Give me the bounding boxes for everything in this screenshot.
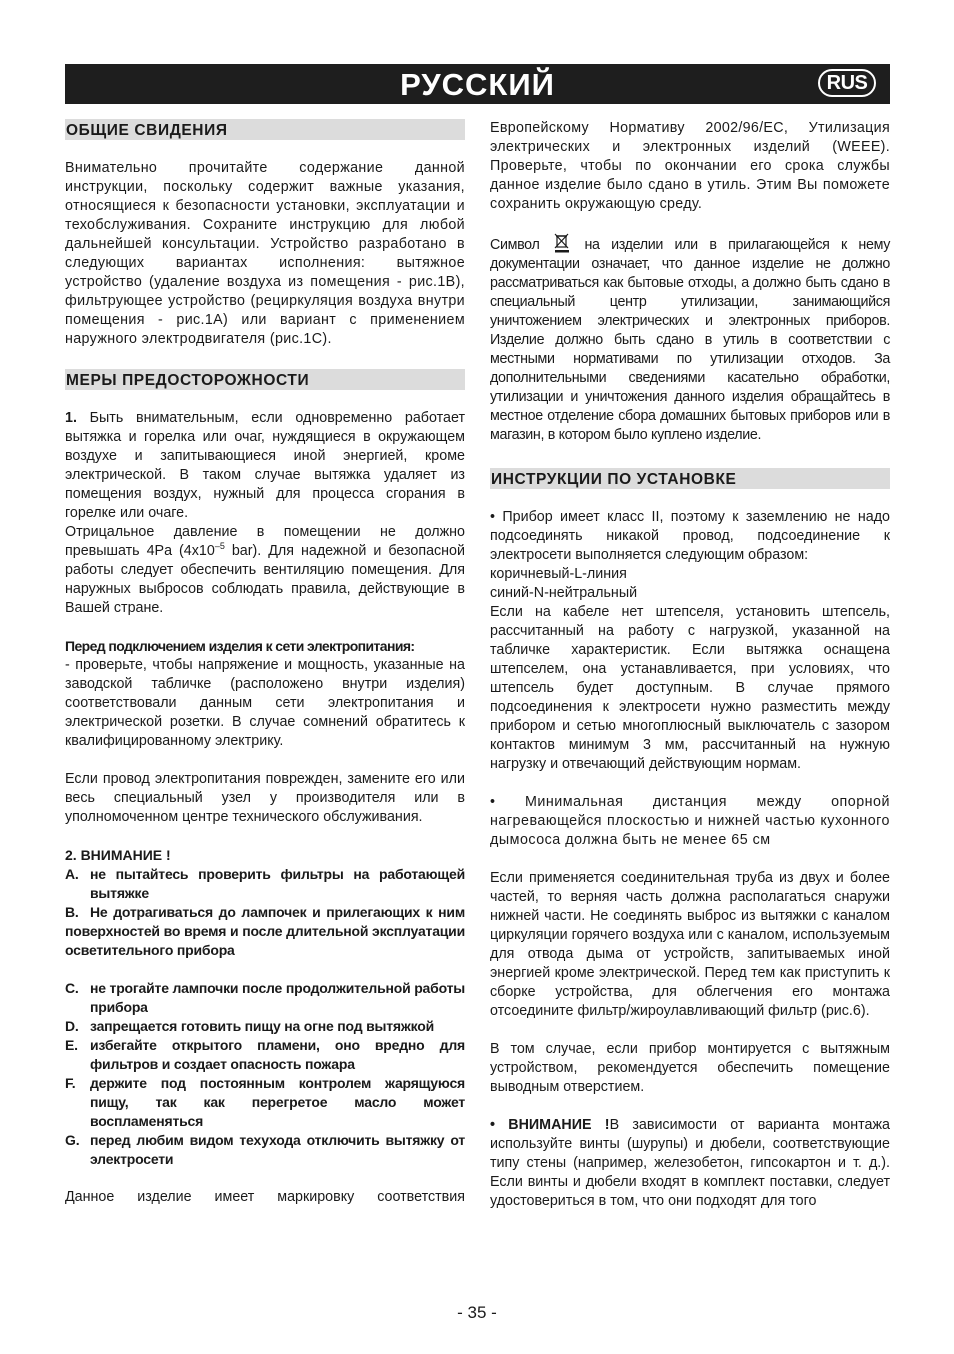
- mounting-warning-text: В зависимости от варианта монтажа используйте винты (шурупы) и дюбели, соответствующие типу стены (например, железобетон, гипсокартон и т. д.). Если винты и дюбели входят в комплект поставки, следует удостовериться в том, что они подходят для того: [490, 1117, 890, 1209]
- precaution-item-1-number: 1.: [65, 410, 77, 426]
- plug-text: Если на кабеле нет штепселя, установить штепсель, рассчитанный на работу с нагрузкой, указанной на табличке характеристик. Если вытяжка оснащена штепселем, она устанавливается, при условиях, что штепсель будет доступным. В случае прямого подсоединения к электросети нужно разместить между прибором и сетью многоплюсный выключатель с зазором контактов минимум 3 мм, рассчитанный на нужную нагрузку и отвечающий действующим нормам.: [490, 604, 890, 772]
- warning-item-a: [65, 865, 465, 903]
- warning-item-label: E.: [65, 1037, 78, 1053]
- warning-item-text: избегайте открытого пламени, оно вредно для фильтров и создает опасность пожара: [90, 1037, 465, 1072]
- warning-heading: 2. ВНИМАНИЕ !: [65, 847, 171, 863]
- pressure-exponent: –5: [214, 541, 225, 552]
- page-number: - 35 -: [457, 1303, 497, 1322]
- cable-replacement-text: Если провод электропитания поврежден, замените его или весь специальный узел у производителя или в уполномоченном центре технического обслуживания.: [65, 771, 465, 825]
- warning-item-text: перед любим видом техухода отключить вытяжку от электросети: [90, 1132, 465, 1167]
- warning-item-label: G.: [65, 1132, 80, 1148]
- warning-item-label: A.: [65, 866, 79, 882]
- warning-item-label: D.: [65, 1018, 79, 1034]
- general-info-text: Внимательно прочитайте содержание данной инструкции, поскольку содержит важные указания, относящиеся к безопасности установки, эксплуатации и техобслуживания. Сохраните инструкцию для любой дальнейшей консультации. Устройство разработано в следующих вариантах исполнения: вытяжное устройство (удаление воздуха из помещения - рис.1B), фильтрующее устройство (рециркуляция воздуха внутри помещения - рис.1A) или вариант с применением наружного электродвигателя (рис.1C).: [65, 160, 465, 347]
- brown-wire-text: коричневый-L-линия: [490, 566, 627, 582]
- pipe-connection-text: Если применяется соединительная труба из двух и более частей, то верняя часть должна располагаться снаружи нижней части. Не соединять выброс из вытяжки с каналом циркуляции горячего воздуха или с каналом, используемым для отвода дыма от устройств, запитываемых иной энергией кроме электрической. Перед тем как приступить к сборке устройства, для облегчения его монтажа отсоедините фильтр/жироулавливающий фильтр (рис.6).: [490, 870, 890, 1019]
- warning-item-label: C.: [65, 980, 79, 996]
- pressure-text: [65, 523, 465, 618]
- blue-wire-text: синий-N-нейтральный: [490, 585, 638, 601]
- left-column: [65, 119, 465, 1207]
- marking-text: Данное изделие имеет маркировку соответствия: [65, 1189, 465, 1205]
- exhaust-opening-text: В том случае, если прибор монтируется с вытяжным устройством, рекомендуется обеспечить помещение выводным отверстием.: [490, 1041, 890, 1095]
- precaution-item-1-text: Быть внимательным, если одновременно работает вытяжка и горелка или очаг, нуждящиеся в окружающем воздухе и запитывающиеся иной энергией, кроме электрической. В таком случае вытяжка удаляет из помещения воздух, нужный для процесса сгорания в горелке или очаге.: [65, 410, 465, 521]
- precaution-item-1: [65, 409, 465, 523]
- pressure-text-end: bar). Для надежной и безопасной работы следует обеспечить вентиляцию помещения. Для наружных выбросов соблюдать правила, действующие в Вашей стране.: [65, 543, 465, 616]
- crossed-bin-icon: [553, 233, 571, 253]
- header-bar: [65, 64, 890, 104]
- installation-heading: ИНСТРУКЦИИ ПО УСТАНОВКЕ: [490, 468, 890, 489]
- minimum-distance-text: • Минимальная дистанция между опорной нагревающейся плоскостью и нижней частью кухонного дымососа должна быть не менее 65 см: [490, 794, 890, 848]
- power-connection-text: - проверьте, чтобы напряжение и мощность, указанные на заводской табличке (расположено внутри изделия) соответствовали данным сети электропитания и электрической розетки. В случае сомнений обратитесь к квалифицированному электрику.: [65, 657, 465, 749]
- weee-directive-text: Европейскому Нормативу 2002/96/EC, Утилизация электрических и электронных изделий (WEEE). Проверьте, чтобы по окончании его срока службы данное изделие было сдано в утиль. Этим Вы поможете сохранить окружающую среду.: [490, 120, 890, 212]
- precautions-heading: МЕРЫ ПРЕДОСТОРОЖНОСТИ: [65, 369, 465, 390]
- class-ii-text: • Прибор имеет класс II, поэтому к заземлению не надо подсоединять никакой провод, подсоединение к электросети выполняется следующим образом:: [490, 509, 890, 563]
- general-info-heading: ОБЩИЕ СВИДЕНИЯ: [65, 119, 465, 140]
- symbol-prefix: Символ: [490, 237, 540, 253]
- warning-item-text: Не дотрагиваться до лампочек и прилегающих к ним поверхностей во время и после длительной эксплуатации осветительного прибора: [65, 904, 465, 958]
- right-column: [490, 119, 890, 1211]
- language-badge: RUS: [818, 69, 876, 97]
- warning-list: [65, 865, 465, 1169]
- warning-item-text: держите под постоянным контролем жарящуюся пищу, так как перегретое масло может воспламеняться: [90, 1075, 465, 1129]
- warning-item-c: [65, 979, 465, 1017]
- weee-symbol-text: [490, 233, 890, 445]
- warning-item-d: [65, 1017, 465, 1036]
- warning-item-label: B.: [65, 904, 79, 920]
- mounting-warning: [490, 1116, 890, 1211]
- warning-item-text: не трогайте лампочки после продолжительной работы прибора: [90, 980, 465, 1015]
- pressure-text-start: Отрицальное давление в помещении не должно превышать 4Pa (4x10: [65, 524, 465, 559]
- warning-item-e: [65, 1036, 465, 1074]
- page-title: РУССКИЙ: [400, 67, 555, 102]
- warning-item-g: [65, 1131, 465, 1169]
- mounting-warning-label: • ВНИМАНИЕ !: [490, 1117, 610, 1133]
- symbol-text: на изделии или в прилагающейся к нему документации означает, что данное изделие не должно рассматриваться как бытовые отходы, а должно быть сдано в специальный центр утилизации, занимающийся уничтожением электрических и электронных приборов. Изделие должно быть сдано в утиль в соответствии с местными нормативами по утилизации отходов. За дополнительными сведениями касательно обработки, утилизации и уничтожения данного изделия обращайтесь в местное отделение сбора домашних бытовых приборов или в магазин, в котором было куплено изделие.: [490, 237, 891, 443]
- warning-item-b: [65, 903, 465, 960]
- warning-item-text: не пытайтесь проверить фильтры на работающей вытяжке: [90, 866, 465, 901]
- power-connection-heading: Перед подключением изделия к сети электропитания:: [65, 638, 415, 654]
- warning-item-label: F.: [65, 1075, 76, 1091]
- warning-item-f: [65, 1074, 465, 1131]
- warning-item-text: запрещается готовить пищу на огне под вытяжкой: [90, 1018, 434, 1034]
